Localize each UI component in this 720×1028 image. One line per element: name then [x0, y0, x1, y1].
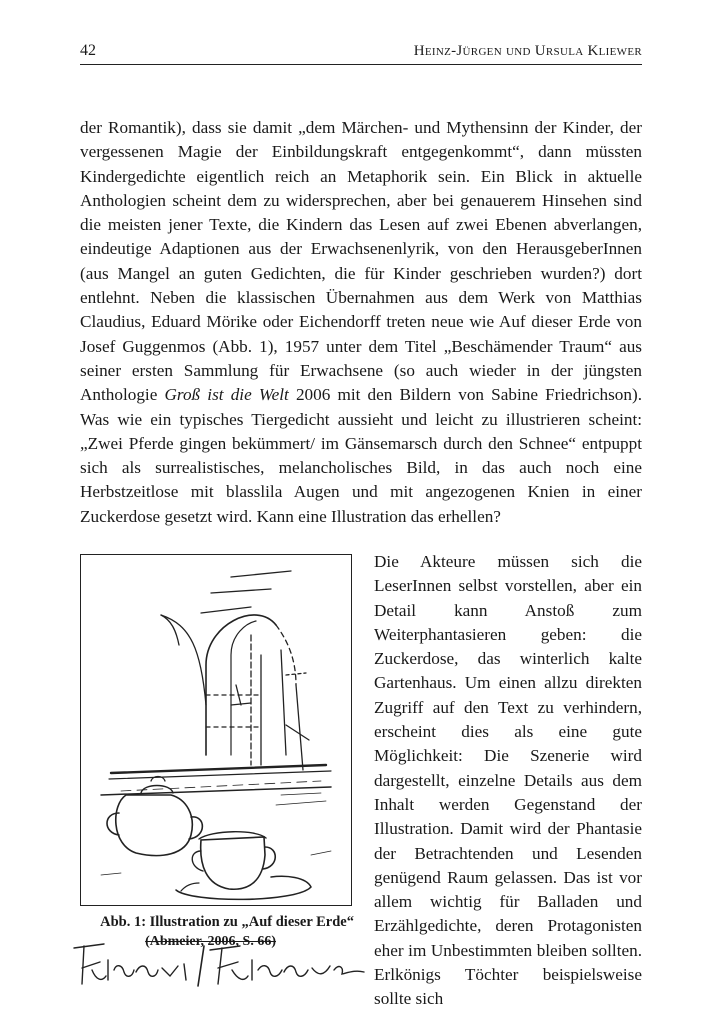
side-paragraph: [374, 550, 642, 1012]
illustration-frame: [80, 554, 352, 906]
running-head: Heinz-Jürgen und Ursula Kliewer: [413, 43, 642, 59]
paragraph-text-1: der Romantik), dass sie damit „dem Märchen- und Mythensinn der Kinder, der vergessenen Magie der Einbildungskraft entgegenkommt“, dann müssten Kindergedichte eigentlich reich an Metaphorik sein. Ein Blick in aktuelle Anthologien scheint dem zu widersprechen, aber bei genauerem Hinsehen sind die meisten jener Texte, die Kindern das Lesen auf zwei Ebenen abverlangen, eindeutige Adaptionen aus der Erwachsenenlyrik, von den HerausgeberInnen (aus Mangel an guten Gedichten, die für Kinder geschrieben wurden?) dort entlehnt. Neben die klassischen Übernahmen aus dem Werk von Matthias Claudius, Eduard Mörike oder Eichendorff treten neue wie Auf dieser Erde von Josef Guggenmos (Abb. 1), 1957 unter dem Titel „Beschämender Traum“ aus seiner ersten Sammlung für Erwachsene (so auch wieder in der jüngsten Anthologie: [80, 118, 642, 405]
italic-anthology-title: Groß ist die Welt: [164, 385, 289, 405]
paragraph-text-2: 2006 mit den Bildern von Sabine Friedrichson). Was wie ein typisches Tiergedicht aussieht und leicht zu illustrieren scheint: „Zwei Pferde gingen bekümmert/ im Gänsemarsch durch den Schnee“ entpuppt sich als surrealistisches, melancholisches Bild, in das auch noch eine Herbstzeitlose mit blasslila Augen und mit angezogenen Knien in einer Zuckerdose gesetzt wird. Kann eine Illustration das erhellen?: [80, 385, 642, 526]
side-paragraph-text: Die Akteure müssen sich die LeserInnen selbst vorstellen, aber ein Detail kann Anstoß zum Weiterphantasieren geben: die Zuckerdose, das winterlich kalte Gartenhaus. Um einen allzu direkten Zugriff auf den Text zu verhindern, erscheint dies als eine gute Möglichkeit: Die Szenerie wird dargestellt, einzelne Details aus dem Inhalt werden Gegenstand der Illustration. Damit wird der Phantasie der Betrachtenden und Lesenden genügend Raum gelassen. Das ist vor allem wichtig für Balladen und Erzählgedichte, deren Protagonisten eher im Unbestimmten bleiben sollten. Erlkönigs Töchter beispielsweise sollte sich: [374, 552, 642, 1009]
handwritten-signature: [72, 940, 372, 990]
main-paragraph: [80, 116, 642, 529]
page-number: 42: [80, 42, 96, 59]
figure: [80, 554, 354, 950]
signature-scribble: [72, 940, 372, 990]
figure-caption: Abb. 1: Illustration zu „Auf dieser Erde“: [100, 914, 354, 930]
header-rule: [80, 64, 642, 65]
illustration-sketch: [81, 555, 352, 906]
figure-source-struck: (Abmeier, 2006, S. 66): [145, 934, 276, 949]
page-header: [80, 42, 642, 60]
